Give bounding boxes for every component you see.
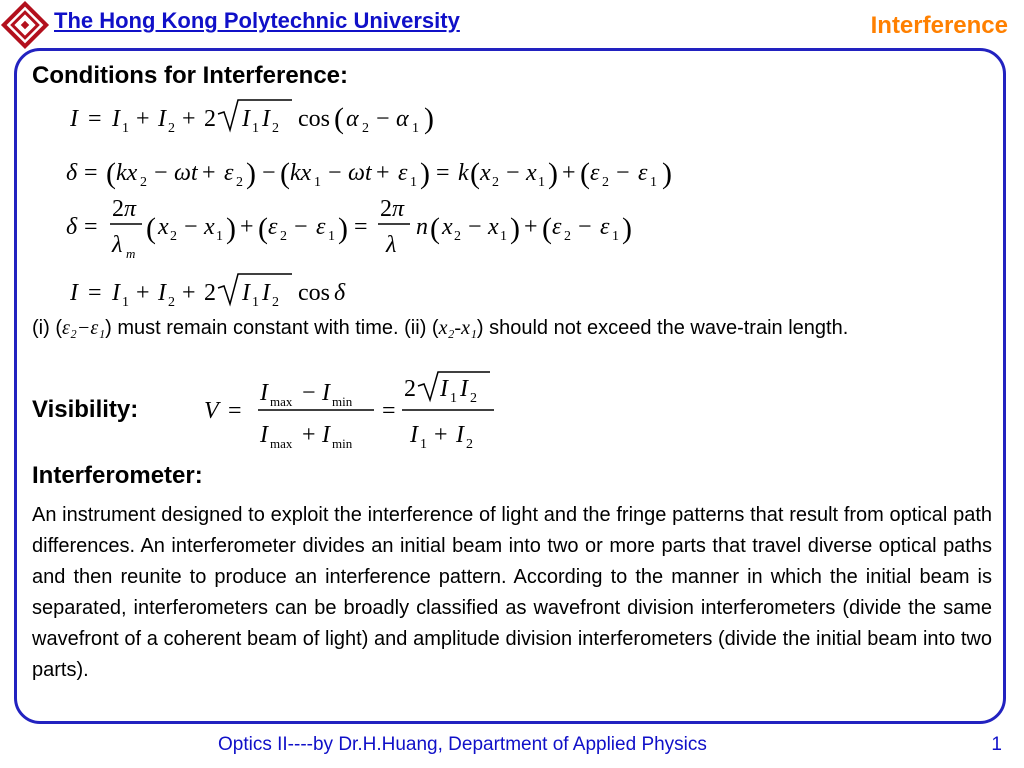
svg-text:ωt: ωt <box>174 160 198 186</box>
svg-text:−: − <box>328 160 342 186</box>
svg-text:δ: δ <box>66 214 78 240</box>
svg-text:x: x <box>526 160 537 186</box>
svg-text:=: = <box>382 398 396 424</box>
svg-text:2: 2 <box>470 391 477 406</box>
svg-text:1: 1 <box>410 175 417 190</box>
svg-text:1: 1 <box>252 121 259 136</box>
svg-text:ε: ε <box>600 214 610 240</box>
svg-text:min: min <box>332 394 353 409</box>
svg-text:−: − <box>578 214 592 240</box>
svg-text:I: I <box>262 106 270 132</box>
svg-text:ε: ε <box>552 214 562 240</box>
x-difference: x₂-x₁ <box>438 317 477 339</box>
svg-text:+: + <box>434 422 448 448</box>
svg-text:2: 2 <box>112 196 124 222</box>
svg-text:): ) <box>226 212 236 245</box>
svg-text:2: 2 <box>168 121 175 136</box>
svg-text:ε: ε <box>398 160 408 186</box>
svg-text:α: α <box>396 106 409 132</box>
svg-text:max: max <box>270 436 293 451</box>
svg-text:λ: λ <box>386 232 397 258</box>
svg-text:(: ( <box>280 157 290 190</box>
page-number: 1 <box>991 734 1002 755</box>
footer-credit: Optics II----by Dr.H.Huang, Department of Applied Physics <box>218 734 707 755</box>
condition-part2: ) must remain constant with time. (ii) ( <box>105 317 439 339</box>
condition-part3: ) should not exceed the wave-train length. <box>476 317 849 339</box>
svg-text:−: − <box>616 160 630 186</box>
svg-text:kx: kx <box>290 160 312 186</box>
equation-phase-path <box>66 192 666 264</box>
svg-text:2: 2 <box>236 175 243 190</box>
svg-text:I: I <box>158 280 166 306</box>
interferometer-description: An instrument designed to exploit the interference of light and the fringe patterns that result from optical path differences. An interferometer divides an initial beam into two or more parts that travel diverse optical paths and then reunite to produce an interference pattern. According to the manner in which the initial beam is separated, interferometers can be broadly classified as wavefront division interferometers (divide the same wavefront of a coherent beam of light) and amplitude division interferometers (divide the initial beam into two parts). <box>32 504 992 681</box>
svg-text:1: 1 <box>122 121 129 136</box>
condition-part1: (i) ( <box>32 317 62 339</box>
svg-text:(: ( <box>470 157 480 190</box>
equation-intensity <box>70 92 450 142</box>
svg-text:I: I <box>440 376 448 402</box>
svg-text:1: 1 <box>216 229 223 244</box>
svg-text:1: 1 <box>450 391 457 406</box>
svg-text:+: + <box>240 214 254 240</box>
svg-text:2: 2 <box>272 121 279 136</box>
svg-text:2: 2 <box>272 295 279 310</box>
svg-text:=: = <box>228 398 242 424</box>
svg-text:): ) <box>622 212 632 245</box>
svg-text:=: = <box>88 280 102 306</box>
svg-text:I: I <box>262 280 270 306</box>
svg-text:x: x <box>204 214 215 240</box>
svg-text:=: = <box>84 214 98 240</box>
svg-text:(: ( <box>430 212 440 245</box>
svg-text:2: 2 <box>168 295 175 310</box>
university-title[interactable]: The Hong Kong Polytechnic University <box>54 8 460 33</box>
svg-text:1: 1 <box>328 229 335 244</box>
svg-text:−: − <box>506 160 520 186</box>
svg-text:+: + <box>182 280 196 306</box>
equation-intensity-delta <box>70 270 370 310</box>
svg-text:max: max <box>270 394 293 409</box>
svg-text:(: ( <box>542 212 552 245</box>
svg-text:x: x <box>442 214 453 240</box>
svg-text:): ) <box>338 212 348 245</box>
svg-text:2: 2 <box>204 106 216 132</box>
svg-text:2: 2 <box>170 229 177 244</box>
interferometer-heading: Interferometer: <box>32 462 203 489</box>
svg-text:+: + <box>182 106 196 132</box>
svg-text:cos: cos <box>298 280 330 306</box>
svg-text:k: k <box>458 160 469 186</box>
svg-text:2: 2 <box>204 280 216 306</box>
svg-text:2: 2 <box>466 437 473 452</box>
svg-text:I: I <box>242 280 250 306</box>
svg-text:1: 1 <box>412 121 419 136</box>
svg-text:2: 2 <box>602 175 609 190</box>
svg-text:x: x <box>488 214 499 240</box>
svg-text:−: − <box>184 214 198 240</box>
svg-text:2: 2 <box>280 229 287 244</box>
svg-text:(: ( <box>146 212 156 245</box>
svg-text:α: α <box>346 106 359 132</box>
svg-text:−: − <box>468 214 482 240</box>
svg-text:2: 2 <box>140 175 147 190</box>
svg-text:−: − <box>262 160 276 186</box>
svg-text:): ) <box>420 157 430 190</box>
svg-text:2: 2 <box>362 121 369 136</box>
equation-phase-difference <box>66 148 706 198</box>
svg-text:ε: ε <box>316 214 326 240</box>
svg-text:2: 2 <box>492 175 499 190</box>
svg-text:(: ( <box>258 212 268 245</box>
svg-text:=: = <box>88 106 102 132</box>
svg-text:+: + <box>136 280 150 306</box>
svg-text:+: + <box>562 160 576 186</box>
svg-text:λ: λ <box>112 232 123 258</box>
svg-text:δ: δ <box>66 160 78 186</box>
svg-text:+: + <box>136 106 150 132</box>
svg-text:2: 2 <box>454 229 461 244</box>
svg-text:ωt: ωt <box>348 160 372 186</box>
svg-text:δ: δ <box>334 280 346 306</box>
svg-text:1: 1 <box>314 175 321 190</box>
svg-text:m: m <box>126 246 136 261</box>
svg-text:1: 1 <box>122 295 129 310</box>
svg-text:I: I <box>260 380 268 406</box>
svg-text:1: 1 <box>500 229 507 244</box>
svg-text:I: I <box>112 280 120 306</box>
svg-text:x: x <box>158 214 169 240</box>
svg-text:+: + <box>376 160 390 186</box>
svg-text:−: − <box>376 106 390 132</box>
svg-text:cos: cos <box>298 106 330 132</box>
svg-text:π: π <box>124 196 137 222</box>
svg-text:V: V <box>204 398 219 424</box>
svg-text:π: π <box>392 196 405 222</box>
svg-text:1: 1 <box>252 295 259 310</box>
svg-text:min: min <box>332 436 353 451</box>
svg-text:ε: ε <box>590 160 600 186</box>
svg-text:n: n <box>416 214 428 240</box>
svg-text:kx: kx <box>116 160 138 186</box>
svg-text:(: ( <box>580 157 590 190</box>
svg-text:2: 2 <box>380 196 392 222</box>
svg-text:(: ( <box>334 102 344 135</box>
svg-text:x: x <box>480 160 491 186</box>
university-logo-icon <box>0 0 50 50</box>
svg-text:ε: ε <box>224 160 234 186</box>
svg-text:(: ( <box>106 157 116 190</box>
svg-text:I: I <box>322 422 330 448</box>
svg-text:I: I <box>460 376 468 402</box>
svg-text:I: I <box>410 422 418 448</box>
conditions-heading: Conditions for Interference: <box>32 62 349 89</box>
svg-text:I: I <box>456 422 464 448</box>
svg-text:1: 1 <box>612 229 619 244</box>
svg-text:): ) <box>424 102 434 135</box>
condition-statement <box>32 313 992 344</box>
svg-text:=: = <box>436 160 450 186</box>
svg-text:1: 1 <box>420 437 427 452</box>
svg-text:ε: ε <box>268 214 278 240</box>
svg-text:I: I <box>158 106 166 132</box>
svg-text:ε: ε <box>638 160 648 186</box>
visibility-heading: Visibility: <box>32 396 139 423</box>
svg-text:I: I <box>112 106 120 132</box>
svg-text:I: I <box>322 380 330 406</box>
equation-visibility <box>204 370 504 460</box>
svg-text:I: I <box>70 106 78 132</box>
svg-text:+: + <box>202 160 216 186</box>
svg-text:): ) <box>510 212 520 245</box>
svg-text:−: − <box>302 380 316 406</box>
svg-text:+: + <box>524 214 538 240</box>
svg-text:): ) <box>662 157 672 190</box>
svg-text:): ) <box>246 157 256 190</box>
svg-text:I: I <box>242 106 250 132</box>
svg-text:1: 1 <box>538 175 545 190</box>
svg-text:2: 2 <box>404 376 416 402</box>
svg-text:=: = <box>84 160 98 186</box>
svg-text:1: 1 <box>650 175 657 190</box>
svg-text:I: I <box>70 280 78 306</box>
svg-text:I: I <box>260 422 268 448</box>
svg-text:−: − <box>154 160 168 186</box>
svg-text:+: + <box>302 422 316 448</box>
slide-topic: Interference <box>870 12 1008 39</box>
svg-text:): ) <box>548 157 558 190</box>
svg-text:2: 2 <box>564 229 571 244</box>
svg-text:−: − <box>294 214 308 240</box>
svg-text:=: = <box>354 214 368 240</box>
epsilon-difference: ε₂−ε₁ <box>61 317 106 339</box>
